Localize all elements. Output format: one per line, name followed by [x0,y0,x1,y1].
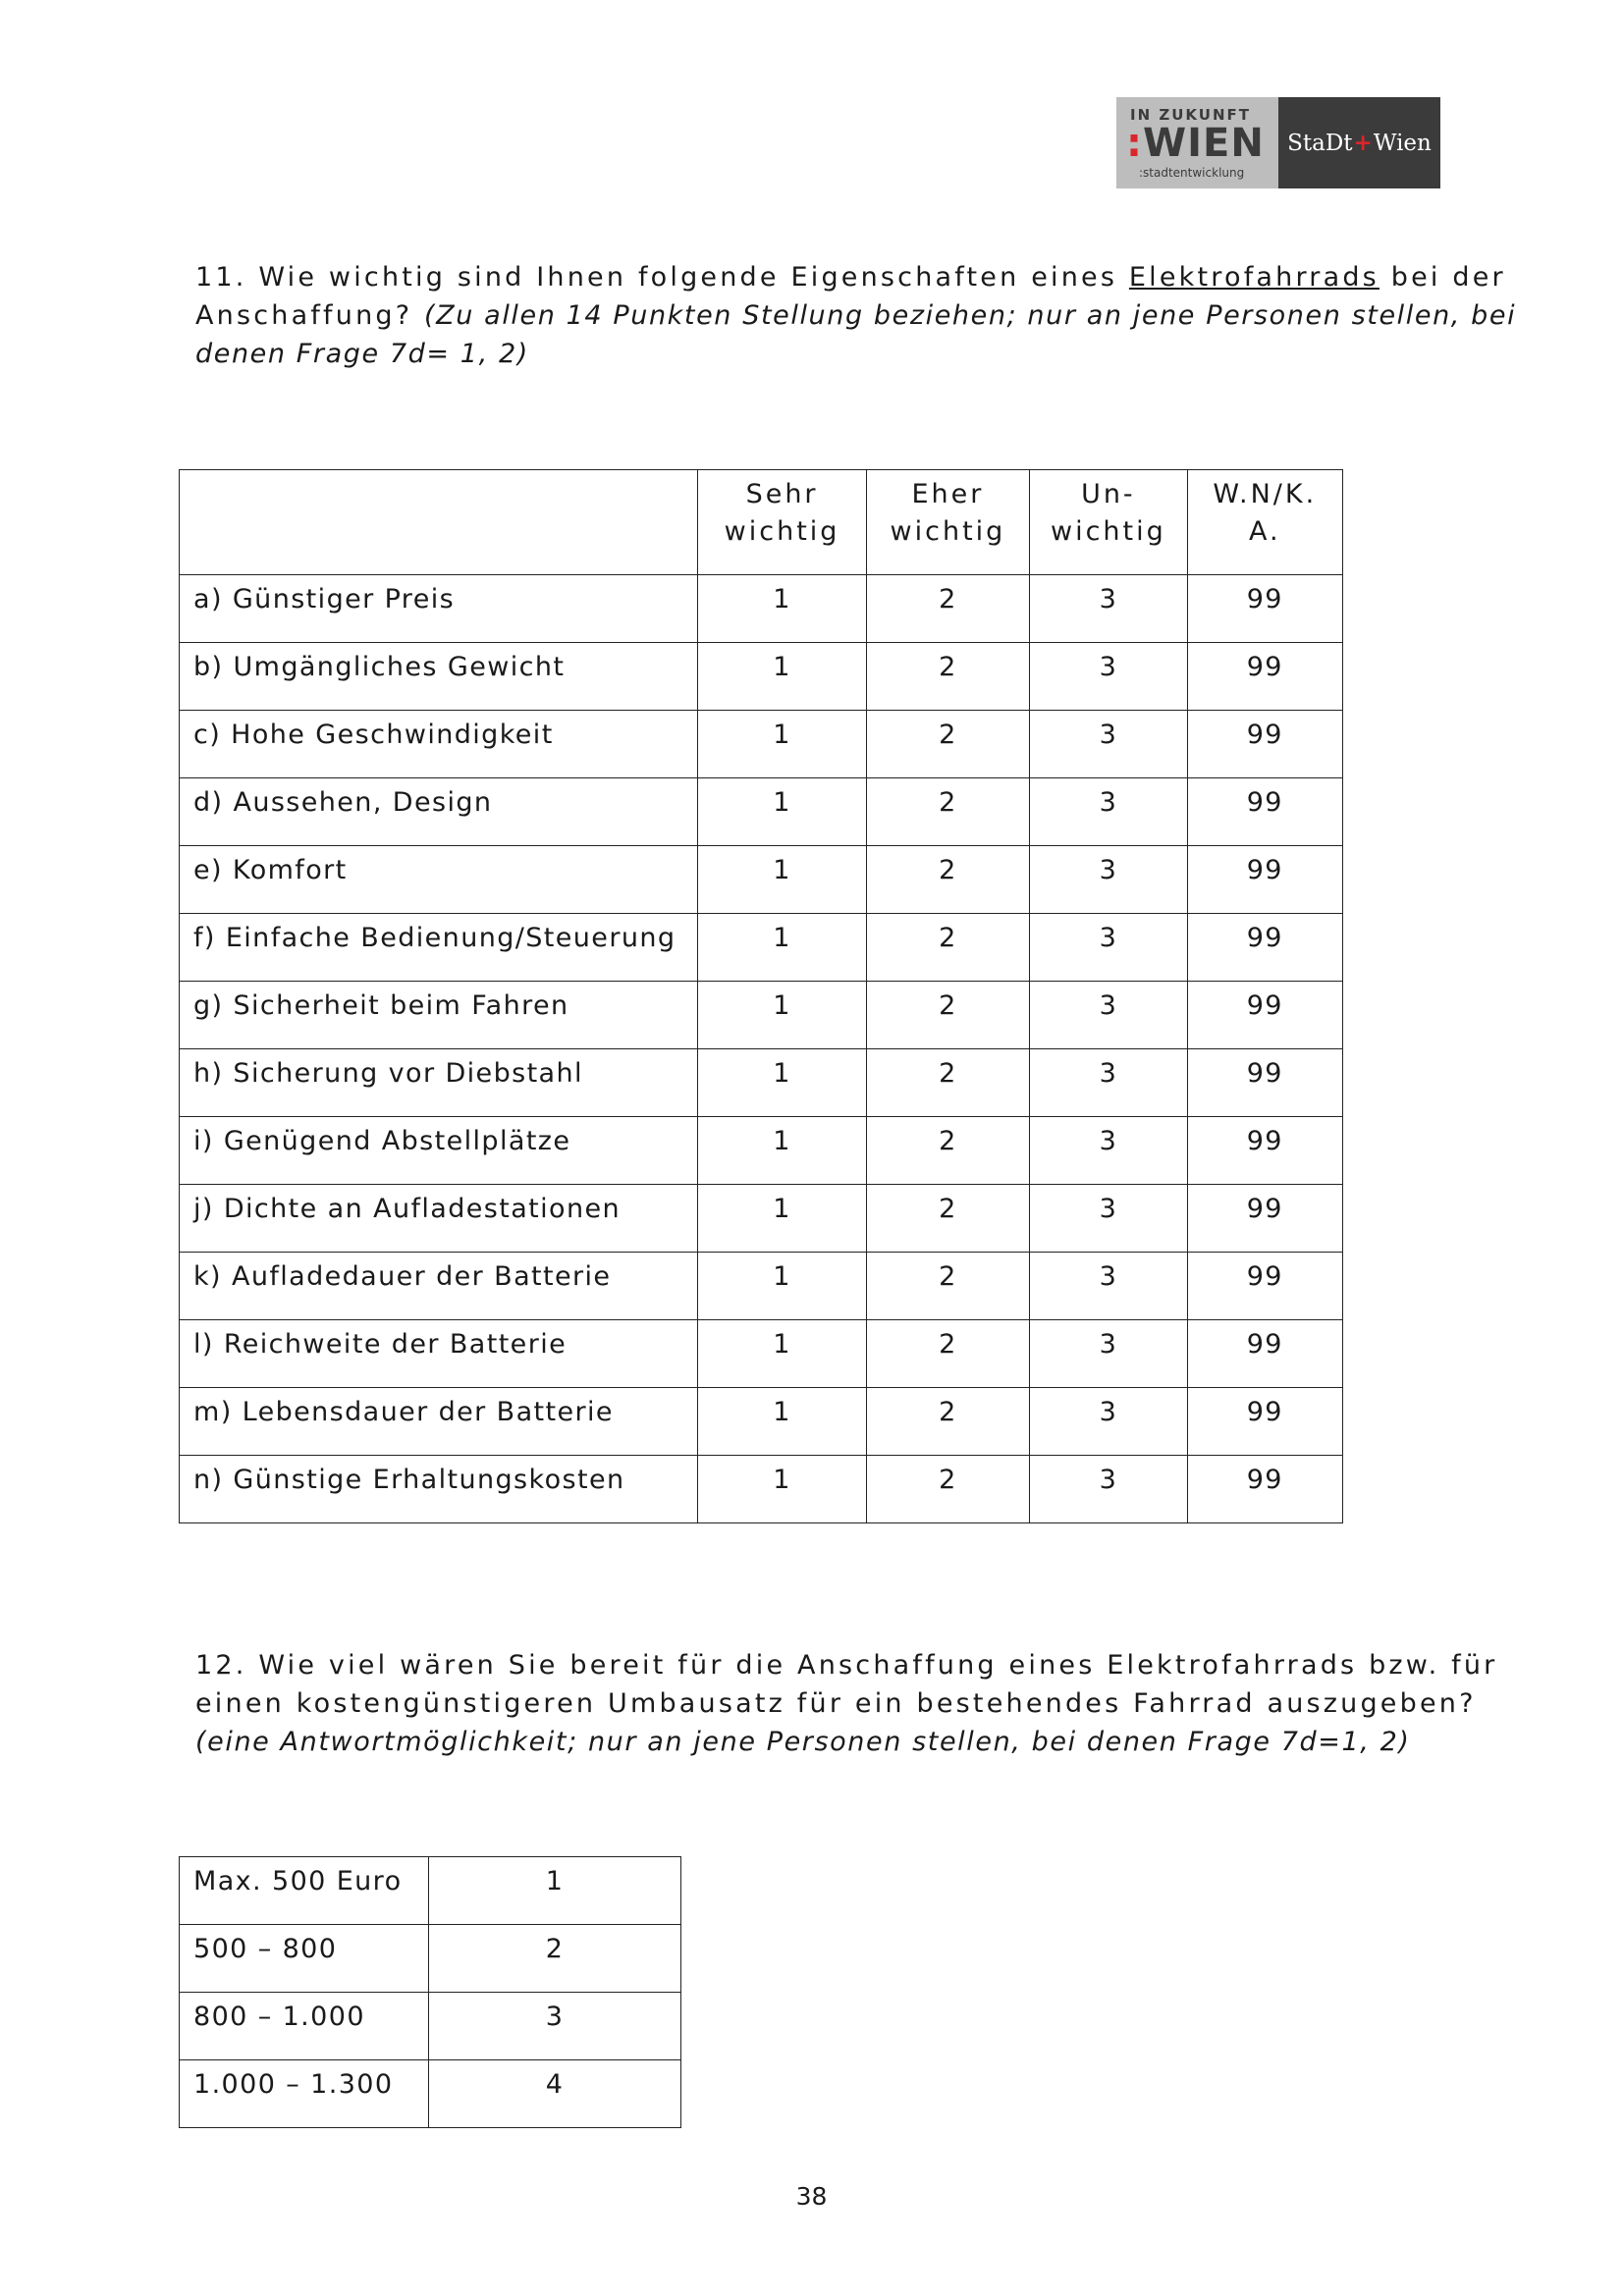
row-label: e) Komfort [180,846,698,914]
value-wn-ka: 99 [1187,1253,1342,1320]
table-row [180,1185,1343,1253]
value-unwichtig: 3 [1030,1320,1188,1388]
value-unwichtig: 3 [1030,1253,1188,1320]
value-unwichtig: 3 [1030,846,1188,914]
value-eher-wichtig: 2 [866,846,1029,914]
table-header-row [180,470,1343,575]
value-unwichtig: 3 [1030,1049,1188,1117]
table-row [180,1857,681,1925]
header-sehr-wichtig: Sehr wichtig [698,470,866,575]
table-row [180,1925,681,1993]
value-eher-wichtig: 2 [866,778,1029,846]
table-row [180,1117,1343,1185]
value-sehr-wichtig: 1 [698,914,866,982]
value-unwichtig: 3 [1030,1456,1188,1523]
price-range-code: 4 [429,2060,681,2128]
value-wn-ka: 99 [1187,1049,1342,1117]
value-wn-ka: 99 [1187,778,1342,846]
value-wn-ka: 99 [1187,575,1342,643]
value-wn-ka: 99 [1187,1320,1342,1388]
row-label: n) Günstige Erhaltungskosten [180,1456,698,1523]
table-row [180,1253,1343,1320]
rating-table [179,469,1343,1523]
price-range-label: Max. 500 Euro [180,1857,429,1925]
value-eher-wichtig: 2 [866,711,1029,778]
price-range-label: 800 – 1.000 [180,1993,429,2060]
value-eher-wichtig: 2 [866,982,1029,1049]
value-sehr-wichtig: 1 [698,1456,866,1523]
header-wn-ka: W.N/K. A. [1187,470,1342,575]
row-label: g) Sicherheit beim Fahren [180,982,698,1049]
value-eher-wichtig: 2 [866,1049,1029,1117]
logo-in-zukunft-wien [1116,97,1278,188]
value-unwichtig: 3 [1030,711,1188,778]
value-eher-wichtig: 2 [866,1388,1029,1456]
price-table [179,1856,681,2128]
value-eher-wichtig: 2 [866,1253,1029,1320]
value-sehr-wichtig: 1 [698,846,866,914]
row-label: m) Lebensdauer der Batterie [180,1388,698,1456]
question-11-instruction: (Zu allen 14 Punkten Stellung beziehen; nur an jene Personen stellen, bei denen Frage 7d= 1, 2) [195,300,1517,369]
question-11: 11. Wie wichtig sind Ihnen folgende Eigenschaften eines Elektrofahrrads bei der Anschaffung? (Zu allen 14 Punkten Stellung beziehen; nur an jene Personen stellen, bei denen Frage 7d= 1, 2) [195,262,1517,369]
value-wn-ka: 99 [1187,643,1342,711]
logo-subtitle: :stadtentwicklung [1139,166,1245,180]
value-eher-wichtig: 2 [866,643,1029,711]
cross-icon: + [1353,130,1373,156]
price-range-code: 1 [429,1857,681,1925]
table-row [180,1456,1343,1523]
question-12-instruction: (eine Antwortmöglichkeit; nur an jene Personen stellen, bei denen Frage 7d=1, 2) [195,1727,1411,1757]
value-eher-wichtig: 2 [866,1117,1029,1185]
value-unwichtig: 3 [1030,575,1188,643]
value-unwichtig: 3 [1030,914,1188,982]
value-eher-wichtig: 2 [866,1185,1029,1253]
row-label: i) Genügend Abstellplätze [180,1117,698,1185]
value-sehr-wichtig: 1 [698,643,866,711]
price-range-code: 2 [429,1925,681,1993]
row-label: l) Reichweite der Batterie [180,1320,698,1388]
value-sehr-wichtig: 1 [698,1253,866,1320]
value-wn-ka: 99 [1187,1456,1342,1523]
value-wn-ka: 99 [1187,1117,1342,1185]
underlined-term: Elektrofahrrads [1128,262,1380,293]
value-unwichtig: 3 [1030,1185,1188,1253]
price-range-label: 1.000 – 1.300 [180,2060,429,2128]
table-row [180,914,1343,982]
header-eher-wichtig: Eher wichtig [866,470,1029,575]
value-sehr-wichtig: 1 [698,575,866,643]
value-sehr-wichtig: 1 [698,1117,866,1185]
row-label: c) Hohe Geschwindigkeit [180,711,698,778]
header-logo [1116,97,1440,188]
value-unwichtig: 3 [1030,643,1188,711]
table-row [180,575,1343,643]
row-label: d) Aussehen, Design [180,778,698,846]
value-sehr-wichtig: 1 [698,1185,866,1253]
value-eher-wichtig: 2 [866,1320,1029,1388]
value-sehr-wichtig: 1 [698,1320,866,1388]
row-label: a) Günstiger Preis [180,575,698,643]
question-12: 12. Wie viel wären Sie bereit für die Anschaffung eines Elektrofahrrads bzw. für einen kostengünstigeren Umbausatz für ein bestehendes Fahrrad auszugeben? (eine Antwortmöglichkeit; nur an jene Personen stellen, bei denen Frage 7d=1, 2) [195,1650,1498,1757]
value-sehr-wichtig: 1 [698,711,866,778]
value-eher-wichtig: 2 [866,914,1029,982]
header-unwichtig: Un-wichtig [1030,470,1188,575]
table-row [180,982,1343,1049]
page-number: 38 [795,2182,828,2211]
logo-wien-word: :WIEN [1126,121,1265,166]
table-row [180,643,1343,711]
table-row [180,2060,681,2128]
value-sehr-wichtig: 1 [698,778,866,846]
value-wn-ka: 99 [1187,1185,1342,1253]
value-sehr-wichtig: 1 [698,1049,866,1117]
table-row [180,778,1343,846]
row-label: f) Einfache Bedienung/Steuerung [180,914,698,982]
price-range-label: 500 – 800 [180,1925,429,1993]
value-unwichtig: 3 [1030,1388,1188,1456]
value-unwichtig: 3 [1030,1117,1188,1185]
value-wn-ka: 99 [1187,711,1342,778]
table-row [180,1320,1343,1388]
value-wn-ka: 99 [1187,982,1342,1049]
value-unwichtig: 3 [1030,778,1188,846]
row-label: b) Umgängliches Gewicht [180,643,698,711]
table-row [180,1993,681,2060]
value-eher-wichtig: 2 [866,575,1029,643]
table-row [180,846,1343,914]
header-blank [180,470,698,575]
price-range-code: 3 [429,1993,681,2060]
value-wn-ka: 99 [1187,1388,1342,1456]
row-label: k) Aufladedauer der Batterie [180,1253,698,1320]
table-row [180,1049,1343,1117]
row-label: h) Sicherung vor Diebstahl [180,1049,698,1117]
value-sehr-wichtig: 1 [698,1388,866,1456]
logo-stadt-wien: StaDt + Wien [1278,97,1440,188]
value-wn-ka: 99 [1187,914,1342,982]
value-wn-ka: 99 [1187,846,1342,914]
row-label: j) Dichte an Aufladestationen [180,1185,698,1253]
logo-line1: IN ZUKUNFT [1130,106,1251,124]
value-sehr-wichtig: 1 [698,982,866,1049]
value-eher-wichtig: 2 [866,1456,1029,1523]
table-row [180,711,1343,778]
table-row [180,1388,1343,1456]
value-unwichtig: 3 [1030,982,1188,1049]
